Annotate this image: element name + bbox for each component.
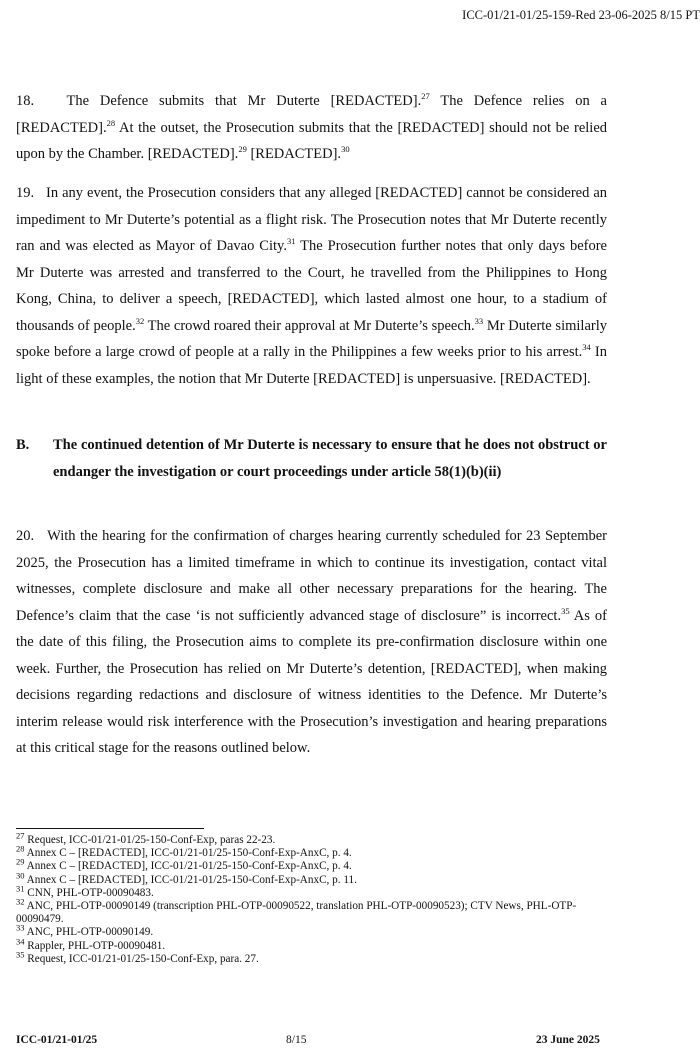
footnote-31: $^{31}$ CNN, PHL-OTP-00090483. (16, 883, 154, 899)
footer-date: 23 June 2025 (536, 1034, 600, 1046)
footnote-29: $^{29}$ Annex C – [REDACTED], ICC-01/21-01/25-150-Conf-Exp-AnxC, p. 4. (16, 856, 352, 873)
section-title: The continued detention of Mr Duterte is necessary to ensure that he does not obstruct or endanger the investigation or court proceedings under article 58(1)(b)(ii) (53, 437, 607, 480)
footnote-27: $^{27}$ Request, ICC-01/21-01/25-150-Conf-Exp, paras 22-23. (16, 830, 276, 846)
footnote-separator (16, 828, 204, 829)
paragraph-19: 19. In any event, the Prosecution considers that any alleged [REDACTED] cannot be considered an impediment to Mr Duterte’s potential as a flight risk. The Prosecution notes that Mr Duterte recently ran and was elected as Mayor of Davao City.$^{31}$ The Prosecution further notes that only days before Mr Duterte was arrested and transferred to the Court, he travelled from the Philippines to Hong Kong, China, to deliver a speech, [REDACTED], which lasted almost one hour, to a stadium of thousands of people.$^{32}$ The crowd roared their approval at Mr Duterte’s speech.$^{33}$ Mr Duterte similarly spoke before a large crowd of people at a rally in the Philippines a few weeks prior to his arrest.$^{34}$ In light of these examples, the notion that Mr Duterte [REDACTED] is unpersuasive. [REDACTED]. (16, 185, 608, 387)
footnote-ref[interactable]: 32 (135, 315, 145, 326)
footnote-ref[interactable]: 29 (238, 144, 247, 155)
section-letter: B. (16, 437, 30, 453)
section-heading-b (16, 432, 607, 485)
footnote-34: $^{34}$ Rappler, PHL-OTP-00090481. (16, 935, 166, 952)
footnote-ref[interactable]: 33 (474, 315, 484, 326)
paragraph-number: 18. (16, 93, 35, 109)
footnote-ref[interactable]: 31 (286, 236, 296, 247)
footnote-28: $^{28}$ Annex C – [REDACTED], ICC-01/21-01/25-150-Conf-Exp-AnxC, p. 4. (16, 843, 352, 860)
document-reference-header: ICC-01/21-01/25-159-Red 23-06-2025 8/15 PT (462, 8, 700, 22)
footnote-32: $^{32}$ ANC, PHL-OTP-00090149 (transcription PHL-OTP-00090522, translation PHL-OTP-00090523); CTV News, PHL-OTP-00090479. (16, 896, 577, 926)
footnote-ref[interactable]: 28 (106, 117, 116, 128)
footnote-ref[interactable]: 35 (561, 605, 570, 616)
footnote-ref[interactable]: 30 (341, 144, 350, 155)
paragraph-18: 18. The Defence submits that Mr Duterte [REDACTED].$^{27}$ The Defence relies on a [REDACTED].$^{28}$ At the outset, the Prosecution submits that the [REDACTED] should not be relied upon by the Chamber. [REDACTED].$^{29}$ [REDACTED].$^{30}$ (16, 91, 607, 162)
footnote-ref[interactable]: 27 (421, 91, 430, 102)
footnotes (16, 830, 616, 966)
paragraph-number: 19. (16, 185, 35, 201)
paragraph-number: 20. (16, 528, 35, 544)
footnote-30: $^{30}$ Annex C – [REDACTED], ICC-01/21-01/25-150-Conf-Exp-AnxC, p. 11. (16, 869, 357, 886)
footer-page-number: 8/15 (286, 1034, 307, 1046)
footnote-33: $^{33}$ ANC, PHL-OTP-00090149. (16, 922, 154, 939)
footnote-ref[interactable]: 34 (582, 342, 591, 353)
footnote-35: $^{35}$ Request, ICC-01/21-01/25-150-Conf-Exp, para. 27. (16, 949, 259, 965)
paragraph-20: 20. With the hearing for the confirmation of charges hearing currently scheduled for 23 September 2025, the Prosecution has a limited timeframe in which to continue its investigation, contact vital witnesses, complete disclosure and make all other necessary preparations for the hearing. The Defence’s claim that the case ‘is not sufficiently advanced stage of disclosure” is incorrect.$^{35}$ As of the date of this filing, the Prosecution aims to complete its pre-confirmation disclosure within one week. Further, the Prosecution has relied on Mr Duterte’s detention, [REDACTED], when making decisions regarding redactions and disclosure of witness identities to the Defence. Mr Duterte’s interim release would risk interference with the Prosecution’s investigation and hearing preparations at this critical stage for the reasons outlined below. (16, 528, 607, 756)
footer-case-number: ICC-01/21-01/25 (16, 1034, 98, 1046)
